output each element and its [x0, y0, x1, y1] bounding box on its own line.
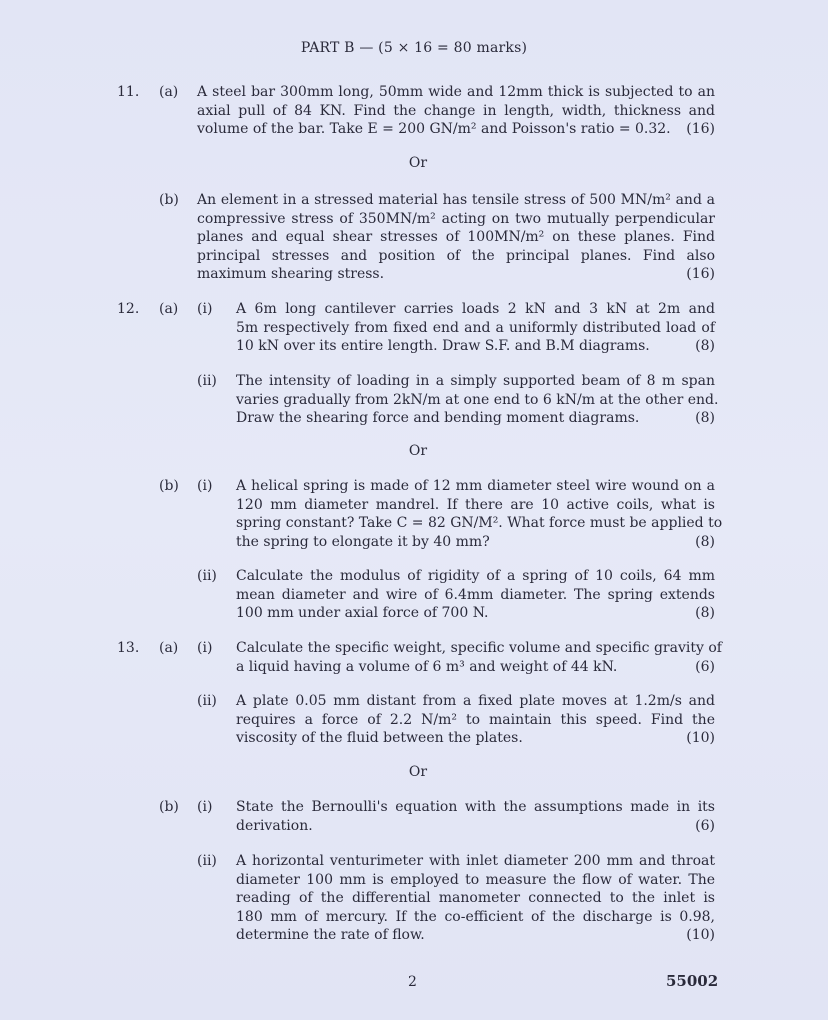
- marks: (6): [695, 817, 715, 834]
- page-number: 2: [408, 974, 417, 990]
- q12-part-b-label: (b): [159, 478, 179, 494]
- q13-a-i-label: (i): [197, 640, 213, 656]
- marks: (10): [686, 730, 715, 747]
- text-line: A plate 0.05 mm distant from a fixed plate moves at 1.2m/s and: [236, 693, 715, 709]
- marks: (8): [695, 338, 715, 355]
- text-line: a liquid having a volume of 6 m³ and weight of 44 kN. (6): [236, 658, 715, 675]
- text-line: viscosity of the fluid between the plates. (10): [236, 730, 715, 747]
- or-separator: Or: [408, 443, 428, 459]
- section-heading: PART B — (5 × 16 = 80 marks): [300, 40, 528, 56]
- q12-a-ii-label: (ii): [197, 373, 217, 389]
- text-line: A steel bar 300mm long, 50mm wide and 12mm thick is subjected to an: [197, 84, 715, 100]
- q13-b-ii-label: (ii): [197, 853, 217, 869]
- text-line: reading of the differential manometer connected to the inlet is: [236, 890, 715, 907]
- q12-b-ii-text: [236, 567, 715, 623]
- text-line: principal stresses and position of the principal planes. Find also: [197, 247, 715, 264]
- text-line: volume of the bar. Take E = 200 GN/m² and Poisson's ratio = 0.32. (16): [197, 121, 715, 138]
- q11-part-a-text: [197, 83, 715, 139]
- q13-b-ii-text: [236, 852, 715, 945]
- marks: (16): [686, 121, 715, 138]
- text-line: axial pull of 84 KN. Find the change in length, width, thickness and: [197, 102, 715, 119]
- or-separator: Or: [408, 764, 428, 780]
- q12-b-ii-label: (ii): [197, 568, 217, 584]
- text-line: compressive stress of 350MN/m² acting on two mutually perpendicular: [197, 210, 715, 227]
- text-line: maximum shearing stress. (16): [197, 266, 715, 283]
- marks: (16): [686, 266, 715, 283]
- q12-a-i-text: [236, 300, 715, 356]
- marks: (8): [695, 410, 715, 427]
- text-line: 180 mm of mercury. If the co-efficient of the discharge is 0.98,: [236, 908, 715, 925]
- marks: (10): [686, 927, 715, 944]
- text-line: varies gradually from 2kN/m at one end to 6 kN/m at the other end.: [236, 391, 719, 408]
- text-line: the spring to elongate it by 40 mm? (8): [236, 533, 715, 550]
- text-line: 10 kN over its entire length. Draw S.F. and B.M diagrams. (8): [236, 338, 715, 355]
- text-line: An element in a stressed material has tensile stress of 500 MN/m² and a: [197, 192, 715, 208]
- text-line: requires a force of 2.2 N/m² to maintain this speed. Find the: [236, 711, 715, 728]
- marks: (8): [695, 533, 715, 550]
- text-line: planes and equal shear stresses of 100MN/m² on these planes. Find: [197, 229, 715, 246]
- q13-a-ii-label: (ii): [197, 693, 217, 709]
- q11-part-a-label: (a): [159, 84, 179, 100]
- q11-part-b-text: [197, 191, 715, 284]
- text-line: derivation. (6): [236, 817, 715, 834]
- text-line: Calculate the specific weight, specific volume and specific gravity of: [236, 640, 722, 656]
- q11-part-b-label: (b): [159, 192, 179, 208]
- marks: (6): [695, 658, 715, 675]
- q12-b-i-label: (i): [197, 478, 213, 494]
- q13-part-a-label: (a): [159, 640, 179, 656]
- q12-a-ii-text: [236, 372, 719, 428]
- paper-code: 55002: [666, 972, 719, 990]
- text-line: 120 mm diameter mandrel. If there are 10 active coils, what is: [236, 496, 715, 513]
- text-line: diameter 100 mm is employed to measure the flow of water. The: [236, 871, 715, 888]
- q13-part-b-label: (b): [159, 799, 179, 815]
- question-number-13: 13.: [117, 640, 140, 656]
- q13-a-i-text: [236, 639, 722, 676]
- text-line: determine the rate of flow. (10): [236, 927, 715, 944]
- text-line: Calculate the modulus of rigidity of a spring of 10 coils, 64 mm: [236, 568, 715, 584]
- text-line: spring constant? Take C = 82 GN/M². What force must be applied to: [236, 515, 723, 532]
- text-line: State the Bernoulli's equation with the assumptions made in its: [236, 799, 715, 815]
- text-line: mean diameter and wire of 6.4mm diameter. The spring extends: [236, 586, 715, 603]
- q13-a-ii-text: [236, 692, 715, 748]
- text-line: A helical spring is made of 12 mm diameter steel wire wound on a: [236, 478, 715, 494]
- text-line: 100 mm under axial force of 700 N. (8): [236, 605, 715, 622]
- q12-b-i-text: [236, 477, 723, 551]
- marks: (8): [695, 605, 715, 622]
- text-line: Draw the shearing force and bending moment diagrams. (8): [236, 410, 715, 427]
- q12-part-a-label: (a): [159, 301, 179, 317]
- text-line: The intensity of loading in a simply supported beam of 8 m span: [236, 373, 715, 389]
- text-line: A 6m long cantilever carries loads 2 kN and 3 kN at 2m and: [236, 301, 715, 317]
- question-number-12: 12.: [117, 301, 140, 317]
- q13-b-i-label: (i): [197, 799, 213, 815]
- text-line: A horizontal venturimeter with inlet diameter 200 mm and throat: [236, 853, 715, 869]
- q13-b-i-text: [236, 798, 715, 835]
- question-number-11: 11.: [117, 84, 140, 100]
- text-line: 5m respectively from fixed end and a uniformly distributed load of: [236, 319, 715, 336]
- or-separator: Or: [408, 155, 428, 171]
- q12-a-i-label: (i): [197, 301, 213, 317]
